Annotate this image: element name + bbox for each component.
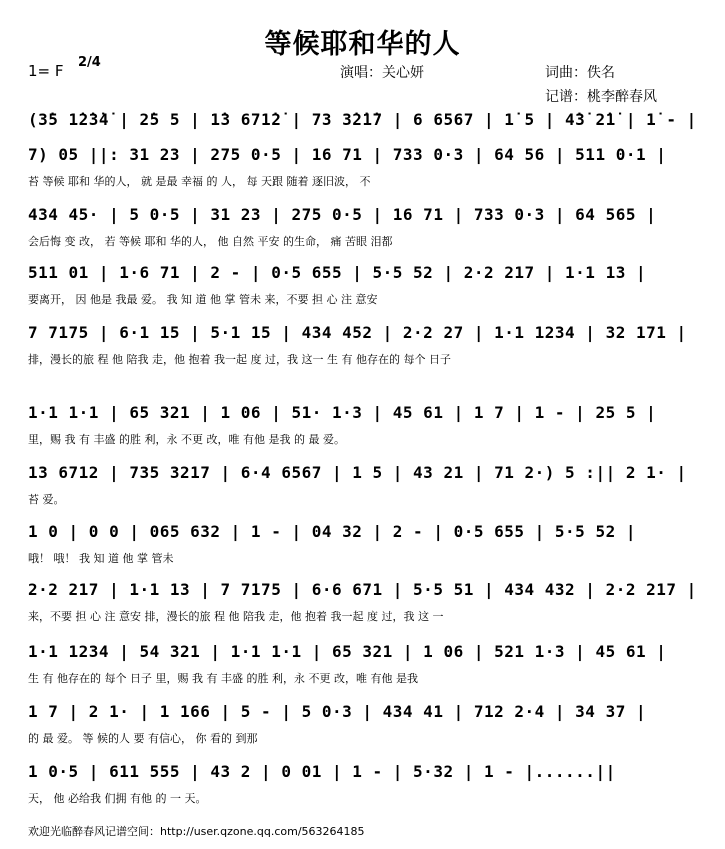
notation-line: 1·1 1·1 | 65 321 | 1 06 | 51· 1·3 | 45 61 | 1 7 | 1 - | 25 5 | xyxy=(28,403,657,422)
key-signature: 1= F xyxy=(28,62,64,80)
time-signature-value: 2/4 xyxy=(78,55,101,70)
notation-line: 7 7175 | 6·1 15 | 5·1 15 | 434 452 | 2·2 27 | 1·1 1234 | 32 171 | xyxy=(28,323,687,342)
lyrics-line: 来，不要 担 心 注 意安 排，漫长的旅 程 他 陪我 走，他 抱着 我一起 度 过，我 这 一 xyxy=(28,610,444,623)
notation-line: 1 0·5 | 611 555 | 43 2 | 0 01 | 1 - | 5·32 | 1 - |......|| xyxy=(28,762,616,781)
lyrics-line: 要离开， 因 他是 我最 爱。 我 知 道 他 掌 管未 来，不要 担 心 注 意安 xyxy=(28,293,378,306)
lyrics-line: 的 最 爱。 等 候的人 要 有信心， 你 看的 到那 xyxy=(28,732,258,745)
notation-line: 7) 05 ||: 31 23 | 275 0·5 | 16 71 | 733 0·3 | 64 56 | 511 0·1 | xyxy=(28,145,667,164)
notation-line: (3̇5 1̇2̇3̇4̇ | 2̇5 5 | 1̇3 671̇2̇ | 73 3̇2̇1̇7 | 6 6567 | 1̇ 5 | 4̇3̇ 2̇1̇ | 1̇ - | xyxy=(28,110,697,129)
song-title: 等候耶和华的人 xyxy=(264,29,461,60)
lyrics-line: 里，赐 我 有 丰盛 的胜 利，永 不更 改，唯 有他 是我 的 最 爱。 xyxy=(28,433,345,446)
lyrics-line: 生 有 他存在的 每个 日子 里，赐 我 有 丰盛 的胜 利，永 不更 改，唯 有他 是我 xyxy=(28,672,418,685)
notation-line: 1·1 1234 | 54 321 | 1·1 1·1 | 65 321 | 1 06 | 521 1·3 | 45 61 | xyxy=(28,642,667,661)
notation-line: 511 01 | 1·6 71 | 2 - | 0·5 655 | 5·5 52 | 2·2 217 | 1·1 13 | xyxy=(28,263,647,282)
notation-line: 1 7 | 2 1· | 1 166 | 5 - | 5 0·3 | 434 41 | 712 2·4 | 34 37 | xyxy=(28,702,647,721)
transcriber-credit: 记谱：桃李醉春风 xyxy=(545,89,657,105)
lyrics-line: 天， 他 必给我 们拥 有他 的 一 天。 xyxy=(28,792,207,805)
notation-line: 434 45· | 5 0·5 | 31 23 | 275 0·5 | 16 71 | 733 0·3 | 64 565 | xyxy=(28,205,657,224)
notation-line: 2·2 217 | 1·1 13 | 7 7175 | 6·6 671 | 5·5 51 | 434 432 | 2·2 217 | xyxy=(28,580,697,599)
composer-credit: 词曲：佚名 xyxy=(545,65,615,81)
singer-credit: 演唱：关心妍 xyxy=(340,65,424,81)
time-signature xyxy=(78,56,101,69)
notation-line: 1 0 | 0 0 | 065 632 | 1 - | 04 32 | 2 - | 0·5 655 | 5·5 52 | xyxy=(28,522,636,541)
lyrics-line: 苔 爱。 xyxy=(28,493,65,506)
lyrics-line: 会后悔 变 改， 若 等候 耶和 华的人， 他 自然 平安 的生命， 痛 苦眼 泪都 xyxy=(28,235,393,248)
lyrics-line: 苔 等候 耶和 华的人， 就 是最 幸福 的 人， 每 天跟 随着 逐旧波， 不 xyxy=(28,175,371,188)
footer-text: 欢迎光临醉春风记谱空间：http://user.qzone.qq.com/563264185 xyxy=(28,825,365,838)
lyrics-line: 哦！ 哦！ 我 知 道 他 掌 管未 xyxy=(28,552,174,565)
lyrics-line: 排，漫长的旅 程 他 陪我 走，他 抱着 我一起 度 过，我 这一 生 有 他存在的 每个 日子 xyxy=(28,353,451,366)
notation-line: 13 6712 | 735 3217 | 6·4 6567 | 1 5 | 43 21 | 71 2·) 5 :|| 2 1· | xyxy=(28,463,687,482)
